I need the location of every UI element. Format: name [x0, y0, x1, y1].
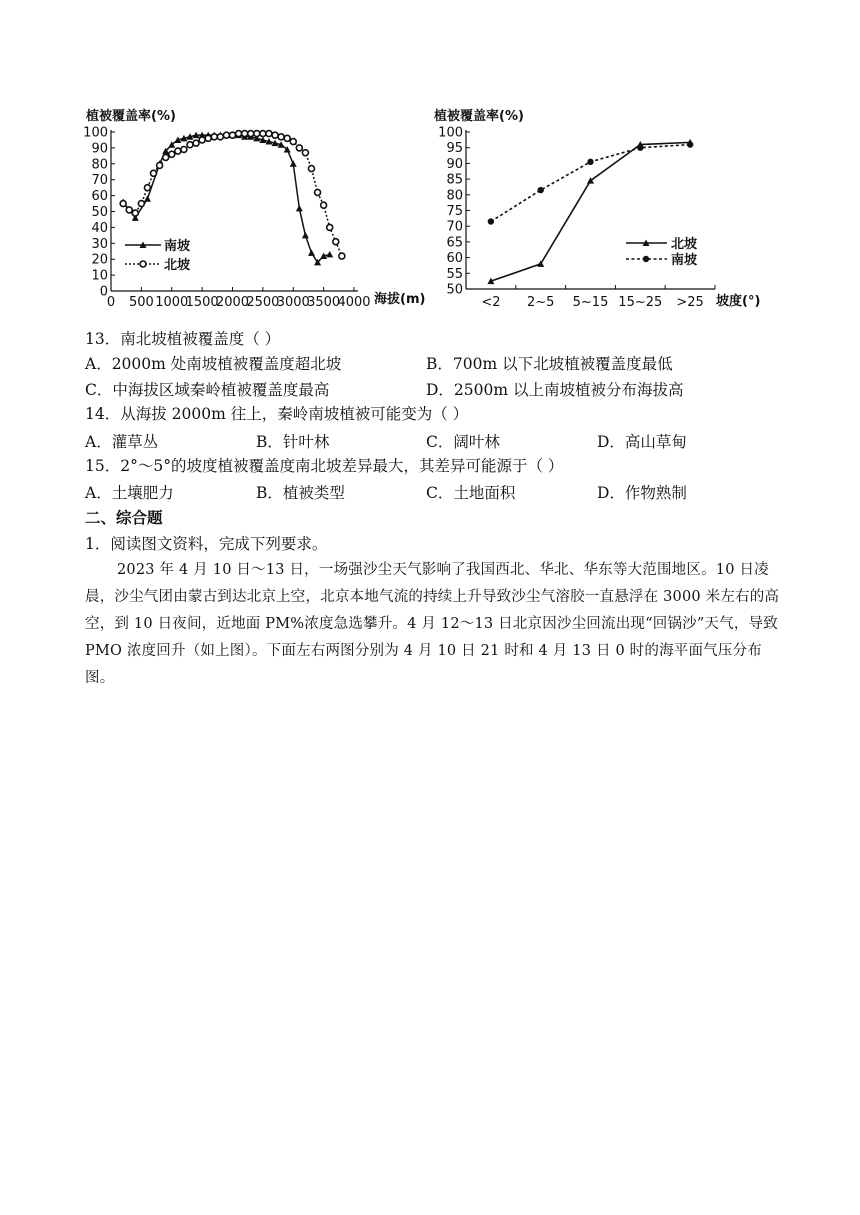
- q13-option-b[interactable]: B．700m 以下北坡植被覆盖度最低: [426, 355, 673, 373]
- y-tick-label: 60: [91, 189, 108, 205]
- south-slope-point: [687, 141, 693, 147]
- north-slope-point: [278, 134, 284, 140]
- south-slope-point: [290, 160, 297, 167]
- north-slope-point: [242, 131, 248, 137]
- q14-option-c[interactable]: C．阔叶林: [426, 433, 500, 451]
- q14-option-a[interactable]: A．灌草丛: [85, 433, 159, 451]
- north-slope-point: [211, 134, 217, 140]
- north-slope-point: [315, 189, 321, 195]
- section-title: 二、综合题: [85, 509, 163, 527]
- altitude-coverage-svg: [84, 100, 434, 315]
- north-slope-point: [120, 201, 126, 207]
- y-tick-label: 90: [91, 141, 108, 157]
- x-tick-label: >25: [676, 295, 704, 310]
- y-tick-label: 100: [84, 125, 108, 141]
- south-slope-point: [296, 205, 303, 212]
- north-slope-point: [217, 134, 223, 140]
- north-slope-point: [327, 224, 333, 230]
- legend-south-marker: [643, 256, 649, 262]
- legend-south-label: 南坡: [164, 239, 191, 254]
- y-tick-label: 30: [91, 236, 108, 252]
- x-tick-label: 0: [106, 295, 116, 310]
- x-axis-label: 坡度(°): [716, 294, 761, 309]
- x-tick-label: 3000: [276, 295, 310, 310]
- y-tick-label: 100: [438, 125, 463, 141]
- north-slope-point: [181, 146, 187, 152]
- q15-option-d[interactable]: D．作物熟制: [597, 484, 687, 502]
- y-tick-label: 90: [446, 156, 463, 172]
- y-tick-label: 95: [446, 141, 463, 157]
- south-slope-point: [538, 187, 544, 193]
- x-tick-label: 500: [128, 295, 154, 310]
- q14-option-d[interactable]: D．高山草甸: [597, 433, 687, 451]
- x-tick-label: 2000: [215, 295, 250, 310]
- north-slope-point: [157, 162, 163, 168]
- question-15-stem: 15．2°～5°的坡度植被覆盖度南北坡差异最大，其差异可能源于（ ）: [85, 457, 564, 475]
- legend-north-marker: [140, 261, 146, 267]
- x-tick-label: 2500: [246, 295, 280, 310]
- slope-coverage-svg: [430, 100, 780, 315]
- q15-option-b[interactable]: B．植被类型: [256, 484, 345, 502]
- x-tick-label: 3500: [307, 295, 341, 310]
- question-1-stem: 1．阅读图文资料，完成下列要求。: [85, 535, 328, 553]
- y-tick-label: 40: [91, 220, 108, 236]
- y-tick-label: 70: [91, 173, 108, 189]
- south-slope-point: [326, 251, 333, 258]
- north-slope-point: [296, 145, 302, 151]
- south-slope-point: [308, 249, 315, 256]
- y-tick-label: 20: [91, 252, 108, 268]
- question-14-stem: 14．从海拔 2000m 往上，秦岭南坡植被可能变为（ ）: [85, 405, 469, 423]
- x-tick-label: 2~5: [526, 295, 555, 310]
- north-slope-point: [308, 166, 314, 172]
- north-slope-point: [321, 202, 327, 208]
- legend-north-label: 北坡: [164, 258, 191, 273]
- x-tick-label: <2: [481, 295, 501, 310]
- north-slope-point: [169, 151, 175, 157]
- north-slope-point: [144, 185, 150, 191]
- slope-coverage-chart: [430, 100, 780, 315]
- north-slope-point: [290, 139, 296, 145]
- south-slope-point: [488, 218, 494, 224]
- north-slope-point: [163, 154, 169, 160]
- y-tick-label: 50: [91, 205, 108, 220]
- north-slope-point: [193, 140, 199, 146]
- y-tick-label: 10: [91, 268, 108, 284]
- y-tick-label: 65: [446, 235, 463, 251]
- north-slope-point: [230, 132, 236, 138]
- q15-option-c[interactable]: C．土地面积: [426, 484, 516, 502]
- q14-option-b[interactable]: B．针叶林: [256, 433, 330, 451]
- y-tick-label: 70: [446, 219, 463, 235]
- y-tick-label: 60: [446, 251, 463, 267]
- north-slope-point: [199, 137, 205, 143]
- north-slope-point: [138, 201, 144, 207]
- south-slope-point: [637, 145, 643, 151]
- north-slope-point: [339, 253, 345, 259]
- south-slope-point: [144, 195, 151, 202]
- north-slope-point: [266, 131, 272, 137]
- x-axis-label: 海拔(m): [374, 292, 426, 307]
- x-tick-label: 4000: [337, 295, 371, 310]
- y-tick-label: 50: [446, 282, 463, 298]
- legend-north-label: 北坡: [671, 237, 698, 252]
- north-slope-point: [272, 132, 278, 138]
- north-slope-point: [254, 131, 260, 137]
- altitude-coverage-chart: [84, 100, 434, 315]
- south-slope-point: [587, 159, 593, 165]
- north-slope-point: [175, 148, 181, 154]
- x-tick-label: 5~15: [572, 295, 609, 310]
- y-tick-label: 0: [99, 284, 108, 300]
- north-slope-point: [132, 210, 138, 216]
- north-slope-point: [236, 131, 242, 137]
- q13-option-c[interactable]: C．中海拔区域秦岭植被覆盖度最高: [85, 381, 330, 399]
- north-slope-point: [302, 150, 308, 156]
- north-slope-point: [284, 135, 290, 141]
- y-tick-label: 75: [446, 204, 463, 219]
- north-slope-point: [151, 170, 157, 176]
- y-axis-label: 植被覆盖率(%): [86, 109, 176, 124]
- north-slope-point: [187, 142, 193, 148]
- reading-paragraph: 2023 年 4 月 10 日～13 日，一场强沙尘天气影响了我国西北、华北、华东等大范围地区。10 日凌晨，沙尘气团由蒙古到达北京上空，北京本地气流的持续上升导致沙尘气溶胶一直悬浮在 3000 米左右的高空，到 10 日夜间，近地面 PM%浓度急选攀升。4 月 12～13 日北京因沙尘回流出现“回锅沙”天气，导致 PMO 浓度回升（如上图）。下面左右两图分别为 4 月 10 日 21 时和 4 月 13 日 0 时的海平面气压分布图。: [85, 562, 780, 686]
- q13-option-d[interactable]: D．2500m 以上南坡植被分布海拔高: [426, 381, 684, 399]
- north-slope-point: [537, 260, 544, 267]
- y-axis-label: 植被覆盖率(%): [434, 109, 524, 124]
- q13-option-a[interactable]: A．2000m 处南坡植被覆盖度超北坡: [85, 355, 342, 373]
- north-slope-point: [126, 207, 132, 213]
- north-slope-point: [260, 131, 266, 137]
- north-slope-point: [333, 239, 339, 245]
- x-tick-label: 15~25: [618, 295, 663, 310]
- y-tick-label: 80: [446, 188, 463, 204]
- x-tick-label: 1500: [185, 295, 219, 310]
- north-slope-point: [248, 131, 254, 137]
- y-tick-label: 80: [91, 157, 108, 173]
- q15-option-a[interactable]: A．土壤肥力: [85, 484, 174, 502]
- y-tick-label: 55: [446, 266, 463, 282]
- north-slope-point: [205, 135, 211, 141]
- y-tick-label: 85: [446, 172, 463, 188]
- legend-south-label: 南坡: [671, 253, 698, 268]
- south-slope-line: [123, 135, 330, 262]
- north-slope-point: [223, 132, 229, 138]
- x-tick-label: 1000: [155, 295, 189, 310]
- south-slope-point: [302, 232, 309, 239]
- question-13-stem: 13．南北坡植被覆盖度（ ）: [85, 330, 281, 348]
